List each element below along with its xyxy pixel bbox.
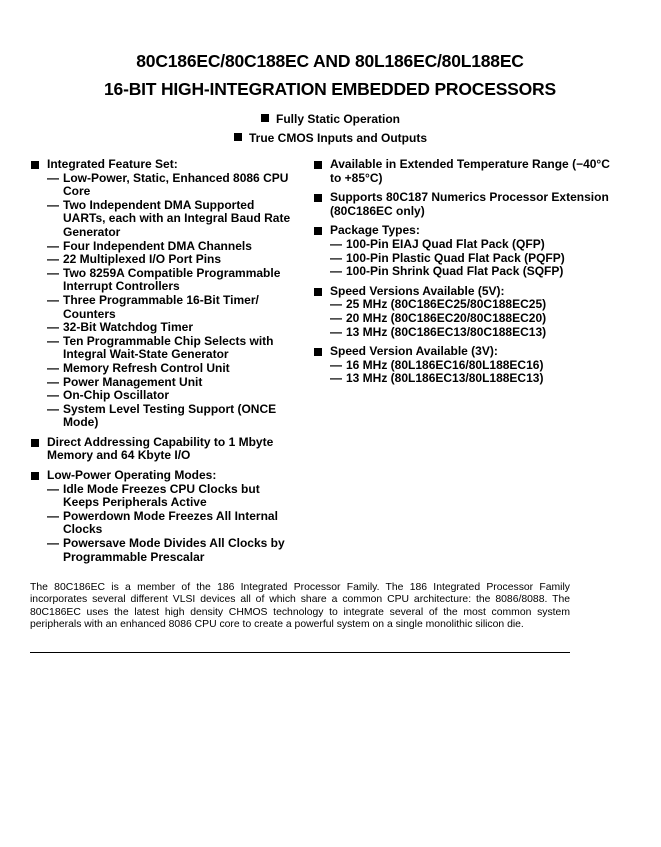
list-item-text: Idle Mode Freezes CPU Clocks but Keeps Peripherals Active bbox=[63, 481, 260, 510]
list-item-text: Two Independent DMA Supported UARTs, each with an Integral Baud Rate Generator bbox=[63, 197, 291, 239]
list-item-text: 13 MHz (80L186EC13/80L188EC13) bbox=[346, 371, 544, 386]
list-item bbox=[47, 362, 292, 376]
list-item bbox=[47, 376, 292, 390]
list-item bbox=[47, 510, 292, 537]
list-item bbox=[47, 321, 292, 335]
bullet-square-icon bbox=[31, 161, 39, 169]
section-heading: Integrated Feature Set: bbox=[47, 157, 178, 171]
highlight-text: True CMOS Inputs and Outputs bbox=[249, 131, 427, 145]
dash-marker: — bbox=[47, 536, 59, 551]
list-item-text: Powerdown Mode Freezes All Internal Clocks bbox=[63, 508, 278, 537]
list-item-text: 32-Bit Watchdog Timer bbox=[63, 320, 194, 335]
dash-marker: — bbox=[47, 333, 59, 348]
list-item-text: Four Independent DMA Channels bbox=[63, 238, 252, 253]
list-item-text: On-Chip Oscillator bbox=[63, 388, 170, 403]
list-item bbox=[47, 240, 292, 254]
dash-marker: — bbox=[47, 265, 59, 280]
feature-list-left bbox=[30, 158, 292, 570]
list-item-text: Three Programmable 16-Bit Timer/ Counters bbox=[63, 292, 259, 321]
bullet-square-icon bbox=[314, 194, 322, 202]
list-item bbox=[330, 372, 613, 386]
dash-marker: — bbox=[330, 357, 342, 372]
feature-section bbox=[313, 158, 613, 185]
dash-marker: — bbox=[47, 401, 59, 416]
dash-marker: — bbox=[47, 197, 59, 212]
feature-section bbox=[30, 158, 292, 430]
dash-marker: — bbox=[47, 320, 59, 335]
dash-marker: — bbox=[47, 508, 59, 523]
section-heading: Supports 80C187 Numerics Processor Extension (80C186EC only) bbox=[330, 190, 609, 218]
bullet-square-icon bbox=[31, 439, 39, 447]
section-heading: Low-Power Operating Modes: bbox=[47, 468, 217, 483]
list-item bbox=[330, 312, 613, 326]
dash-marker: — bbox=[330, 297, 342, 312]
feature-section bbox=[313, 345, 613, 386]
dash-marker: — bbox=[47, 252, 59, 267]
list-item bbox=[47, 483, 292, 510]
title-line-2: 16-BIT HIGH-INTEGRATION EMBEDDED PROCESSORS bbox=[104, 79, 556, 99]
feature-section bbox=[313, 285, 613, 339]
list-item bbox=[330, 359, 613, 373]
title-line-1: 80C186EC/80C188EC AND 80L186EC/80L188EC bbox=[136, 51, 524, 71]
bullet-square-icon bbox=[261, 114, 269, 122]
list-item bbox=[330, 238, 613, 252]
list-item-text: 100-Pin Shrink Quad Flat Pack (SQFP) bbox=[346, 264, 564, 279]
list-item bbox=[47, 389, 292, 403]
description-paragraph: The 80C186EC is a member of the 186 Integrated Processor Family. The 186 Integrated Processor Family incorporates several different VLSI devices all of which share a common CPU architecture: the 8086/8088. The 80C186EC uses the latest high density CHMOS technology to integrate several of the most common system peripherals with an enhanced 8086 CPU core to create a powerful system on a single monolithic silicon die. bbox=[30, 582, 570, 631]
bullet-square-icon bbox=[314, 227, 322, 235]
list-item bbox=[47, 172, 292, 199]
highlight-fully-static bbox=[0, 112, 661, 126]
list-item bbox=[47, 403, 292, 430]
section-heading: Direct Addressing Capability to 1 Mbyte Memory and 64 Kbyte I/O bbox=[47, 434, 274, 463]
list-item-text: 100-Pin EIAJ Quad Flat Pack (QFP) bbox=[346, 236, 545, 251]
list-item bbox=[47, 267, 292, 294]
list-item-text: Powersave Mode Divides All Clocks by Programmable Prescalar bbox=[63, 536, 285, 564]
list-item bbox=[47, 294, 292, 321]
feature-section bbox=[313, 191, 613, 218]
divider bbox=[30, 652, 570, 653]
highlight-true-cmos bbox=[0, 131, 661, 145]
bullet-square-icon bbox=[314, 348, 322, 356]
dash-marker: — bbox=[330, 324, 342, 339]
list-item-text: Two 8259A Compatible Programmable Interrupt Controllers bbox=[63, 265, 281, 294]
list-item-text: 22 Multiplexed I/O Port Pins bbox=[63, 252, 222, 267]
feature-list-right bbox=[313, 158, 613, 392]
bullet-square-icon bbox=[234, 133, 242, 141]
feature-section bbox=[30, 436, 292, 463]
bullet-square-icon bbox=[314, 161, 322, 169]
section-heading: Package Types: bbox=[330, 223, 420, 238]
list-item bbox=[330, 252, 613, 266]
dash-marker: — bbox=[47, 360, 59, 375]
list-item bbox=[330, 265, 613, 279]
list-item-text: 20 MHz (80C186EC20/80C188EC20) bbox=[346, 310, 547, 325]
dash-marker: — bbox=[47, 170, 59, 185]
dash-marker: — bbox=[330, 371, 342, 386]
dash-marker: — bbox=[330, 264, 342, 279]
list-item-text: System Level Testing Support (ONCE Mode) bbox=[63, 401, 277, 430]
list-item bbox=[47, 253, 292, 267]
list-item bbox=[47, 537, 292, 564]
section-heading: Speed Version Available (3V): bbox=[330, 344, 498, 359]
list-item-text: Ten Programmable Chip Selects with Integral Wait-State Generator bbox=[63, 333, 274, 362]
feature-section bbox=[313, 224, 613, 278]
section-heading: Available in Extended Temperature Range (−40°C to +85°C) bbox=[330, 157, 610, 185]
dash-marker: — bbox=[47, 374, 59, 389]
list-item-text: 16 MHz (80L186EC16/80L188EC16) bbox=[346, 357, 544, 372]
list-item bbox=[330, 298, 613, 312]
list-item-text: 13 MHz (80C186EC13/80C188EC13) bbox=[346, 324, 547, 339]
bullet-square-icon bbox=[314, 288, 322, 296]
dash-marker: — bbox=[47, 238, 59, 253]
bullet-square-icon bbox=[31, 472, 39, 480]
section-heading: Speed Versions Available (5V): bbox=[330, 283, 505, 298]
dash-marker: — bbox=[330, 236, 342, 251]
list-item-text: 25 MHz (80C186EC25/80C188EC25) bbox=[346, 297, 547, 312]
feature-section bbox=[30, 469, 292, 564]
list-item-text: Power Management Unit bbox=[63, 374, 203, 389]
list-item-text: Low-Power, Static, Enhanced 8086 CPU Core bbox=[63, 170, 289, 199]
dash-marker: — bbox=[330, 310, 342, 325]
dash-marker: — bbox=[47, 481, 59, 496]
list-item bbox=[47, 335, 292, 362]
list-item bbox=[47, 199, 292, 240]
list-item-text: 100-Pin Plastic Quad Flat Pack (PQFP) bbox=[346, 250, 565, 265]
dash-marker: — bbox=[330, 250, 342, 265]
dash-marker: — bbox=[47, 292, 59, 307]
list-item-text: Memory Refresh Control Unit bbox=[63, 360, 230, 375]
dash-marker: — bbox=[47, 388, 59, 403]
highlight-text: Fully Static Operation bbox=[275, 112, 401, 126]
list-item bbox=[330, 326, 613, 340]
